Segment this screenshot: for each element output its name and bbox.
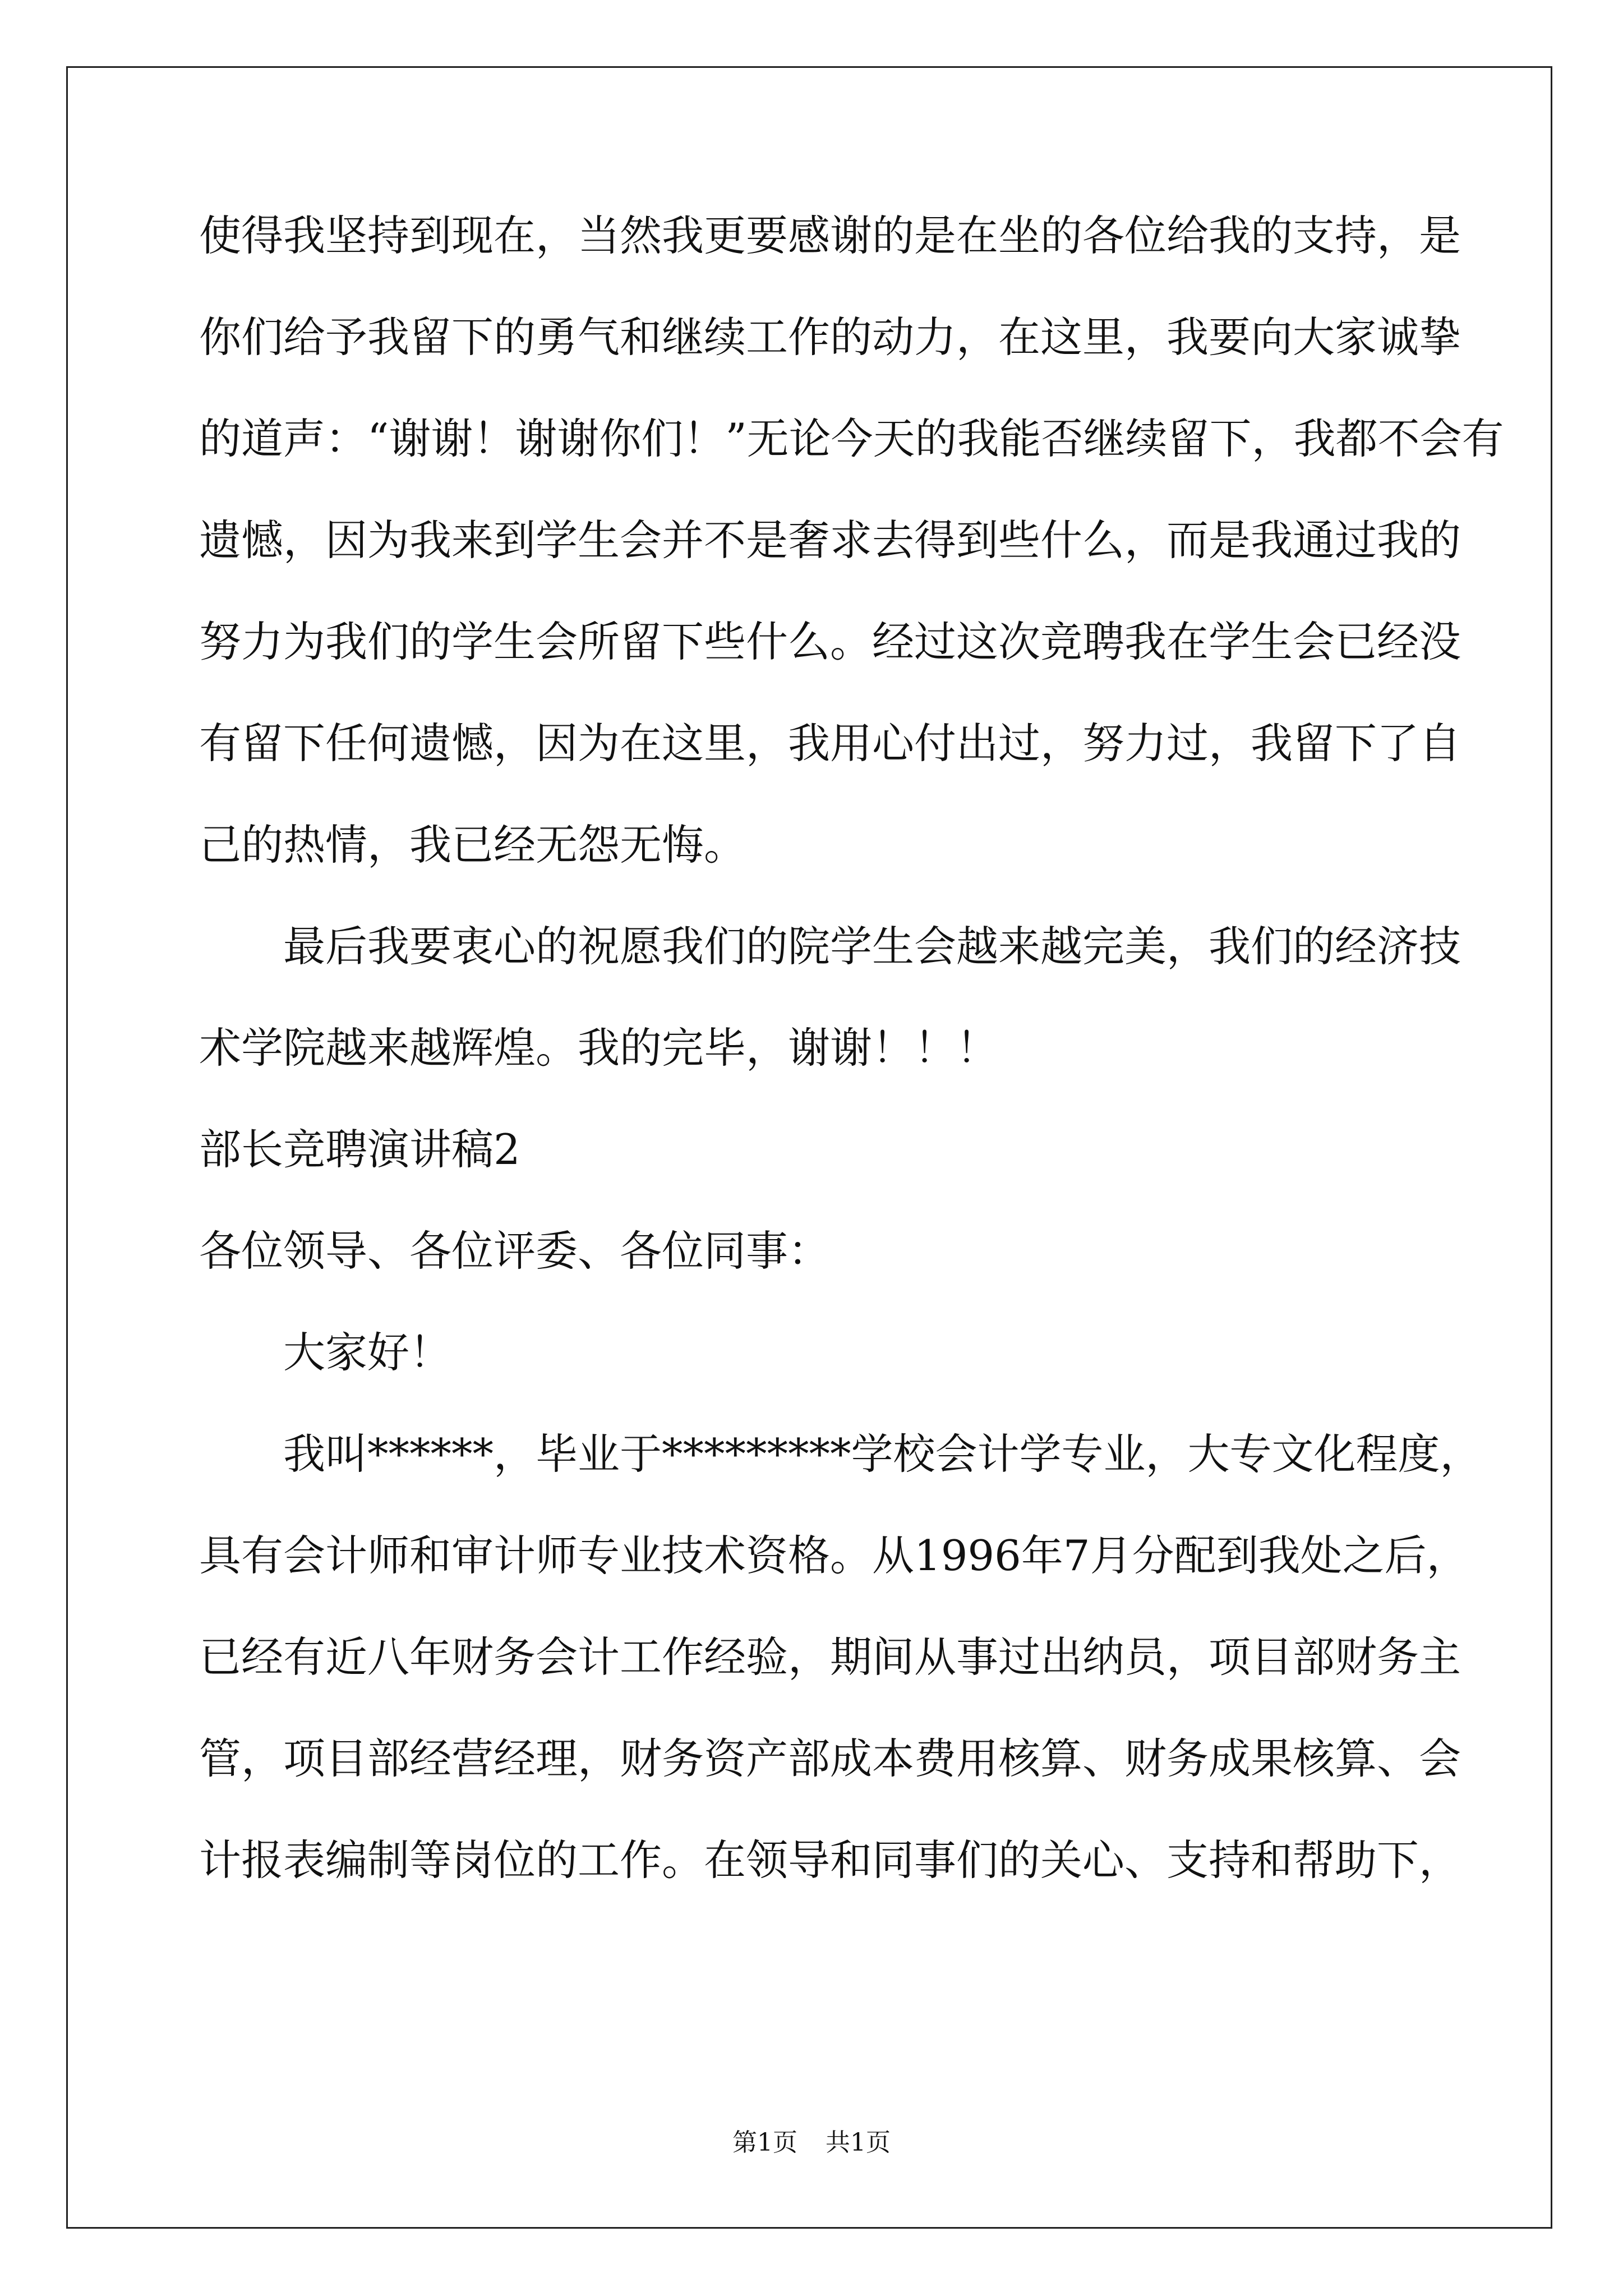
text-line: 已经有近八年财务会计工作经验，期间从事过出纳员，项目部财务主 [199,1632,1461,1682]
paragraph-first-line: 我叫******，毕业于*********学校会计学专业，大专文化程度， [283,1429,1482,1479]
text-line: 术学院越来越辉煌。我的完毕，谢谢！！！ [199,1023,999,1073]
text-line: 具有会计师和审计师专业技术资格。从1996年7月分配到我处之后， [199,1531,1469,1580]
paragraph-first-line: 最后我要衷心的祝愿我们的院学生会越来越完美，我们的经济技 [283,922,1461,971]
text-line: 努力为我们的学生会所留下些什么。经过这次竞聘我在学生会已经没 [199,617,1461,666]
page-total: 共1页 [826,2128,891,2157]
page-footer [0,2126,1623,2160]
text-line: 有留下任何遗憾，因为在这里，我用心付出过，努力过，我留下了自 [199,719,1461,768]
text-line: 的道声：“谢谢！谢谢你们！”无论今天的我能否继续留下，我都不会有 [199,414,1504,463]
text-line: 遗憾，因为我来到学生会并不是奢求去得到些什么，而是我通过我的 [199,516,1461,565]
document-body [199,185,1504,1911]
page-number: 第1页 [732,2128,797,2157]
text-line: 己的热情，我已经无怨无悔。 [199,820,746,869]
salutation: 各位领导、各位评委、各位同事： [199,1226,831,1276]
text-line: 管，项目部经营经理，财务资产部成本费用核算、财务成果核算、会 [199,1734,1461,1783]
text-line: 计报表编制等岗位的工作。在领导和同事们的关心、支持和帮助下， [199,1835,1461,1885]
greeting: 大家好！ [283,1328,452,1377]
section-title: 部长竞聘演讲稿2 [199,1125,520,1174]
text-line: 你们给予我留下的勇气和继续工作的动力，在这里，我要向大家诚挚 [199,312,1461,362]
text-line: 使得我坚持到现在，当然我更要感谢的是在坐的各位给我的支持，是 [199,211,1461,260]
